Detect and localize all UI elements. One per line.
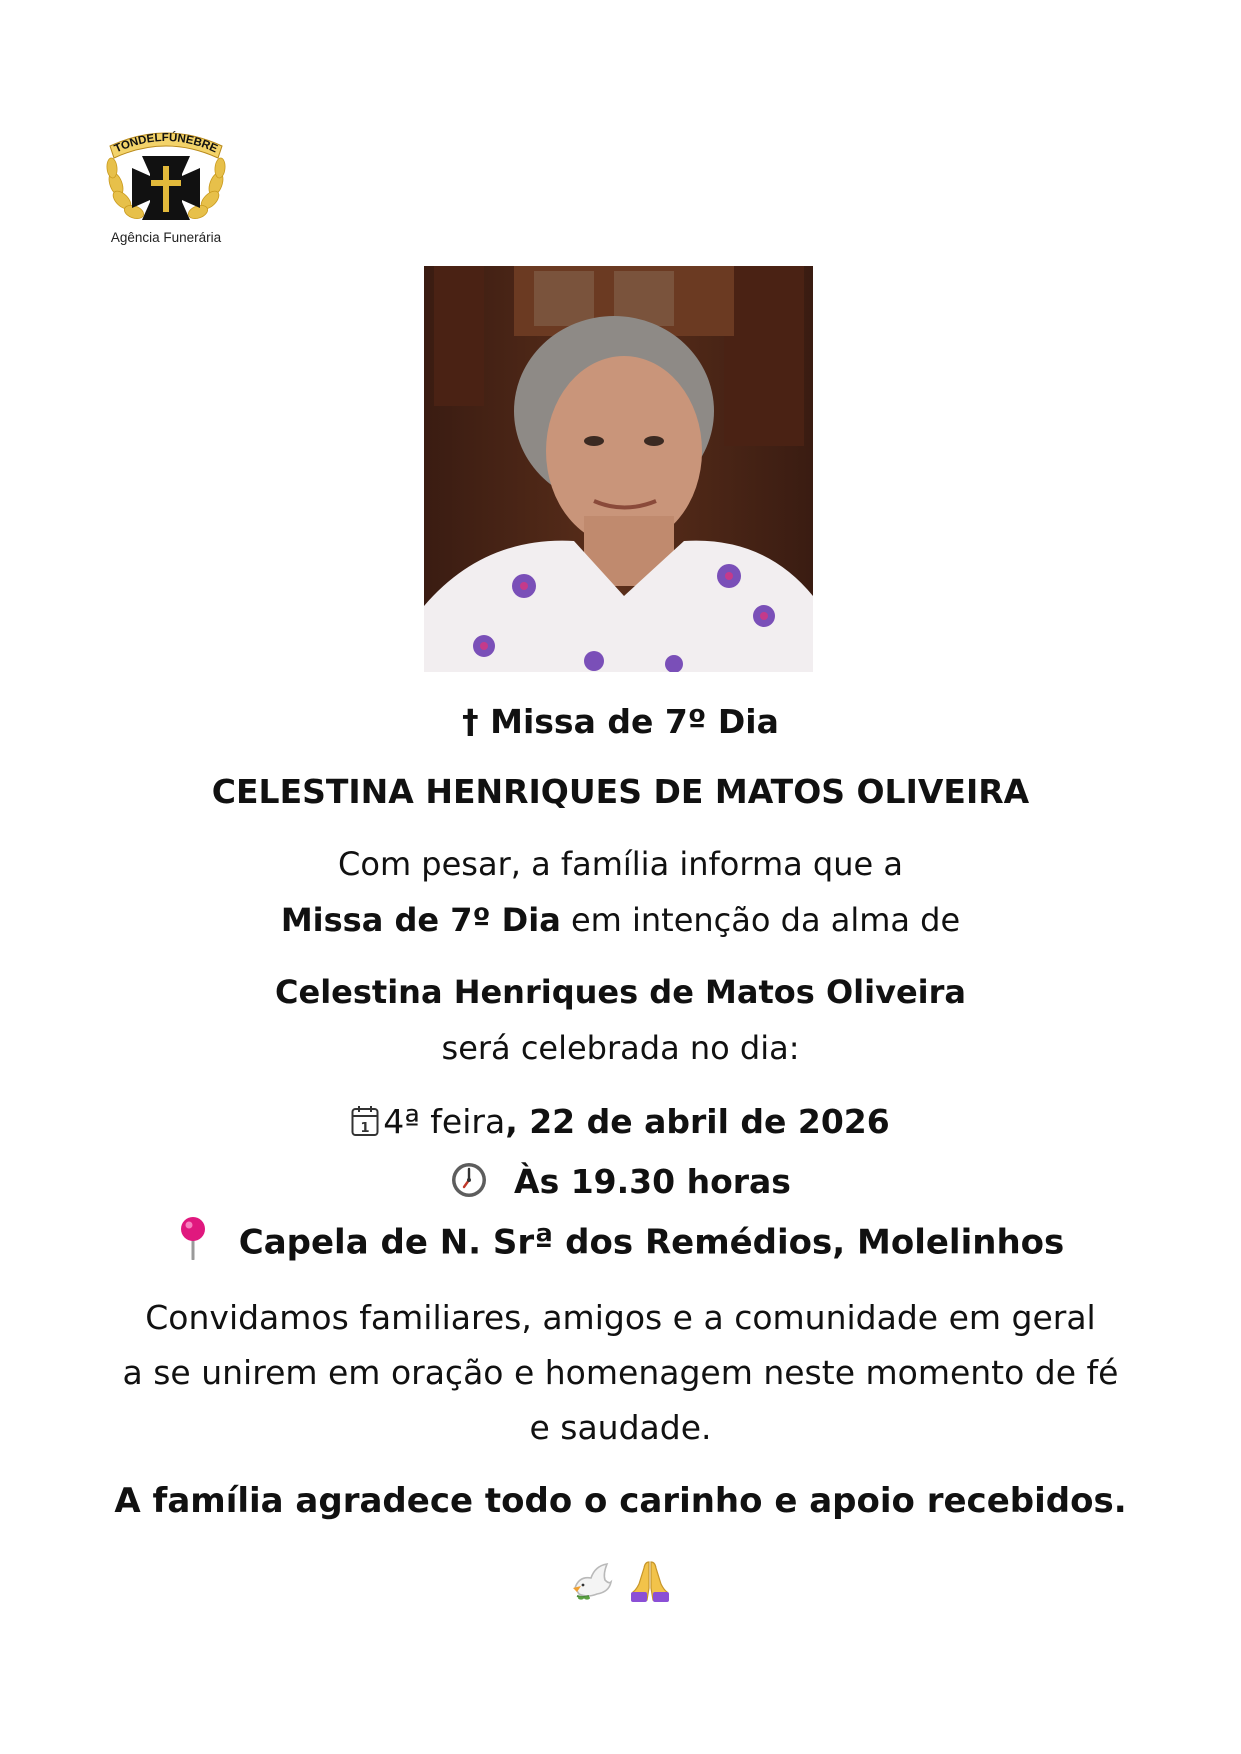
- portrait-photo: [424, 266, 813, 672]
- logo-brand-text: TONDELFÚNEBRE: [112, 131, 220, 156]
- date-text: , 22 de abril de 2026: [505, 1102, 890, 1141]
- clock-icon: [450, 1161, 488, 1199]
- intro-line-1: Com pesar, a família informa que a: [338, 845, 903, 883]
- intro-bold: Missa de 7º Dia: [280, 901, 561, 939]
- pushpin-icon: [177, 1216, 209, 1260]
- logo-emblem: [96, 124, 236, 234]
- date-line: [0, 1102, 1241, 1141]
- calendar-icon: [351, 1105, 379, 1137]
- intro-rest: em intenção da alma de: [560, 901, 961, 939]
- svg-text:1: 1: [360, 1120, 370, 1136]
- deceased-name-caps: CELESTINA HENRIQUES DE MATOS OLIVEIRA: [211, 772, 1030, 811]
- time-text: Às 19.30 horas: [514, 1162, 791, 1201]
- emoji-row: [0, 1558, 1241, 1606]
- dove-icon: [569, 1558, 615, 1604]
- intro-line-2: [0, 901, 1241, 939]
- celebrated-line: será celebrada no dia:: [441, 1029, 800, 1067]
- time-line: [0, 1162, 1241, 1203]
- invite-line-2: a se unirem em oração e homenagem neste momento de fé: [122, 1353, 1119, 1392]
- date-weekday: 4ª feira: [383, 1102, 506, 1141]
- agency-logo: [96, 124, 236, 254]
- invite-line-1: Convidamos familiares, amigos e a comunidade em geral: [145, 1298, 1096, 1337]
- place-line: [0, 1222, 1241, 1266]
- invite-line-3: e saudade.: [529, 1408, 712, 1447]
- notice-title: † Missa de 7º Dia: [462, 702, 779, 741]
- praying-hands-icon: [627, 1558, 673, 1604]
- place-text: Capela de N. Srª dos Remédios, Molelinhos: [238, 1222, 1065, 1263]
- thanks-line: A família agradece todo o carinho e apoio recebidos.: [114, 1481, 1127, 1521]
- logo-caption: Agência Funerária: [110, 230, 222, 245]
- deceased-name: Celestina Henriques de Matos Oliveira: [275, 973, 966, 1011]
